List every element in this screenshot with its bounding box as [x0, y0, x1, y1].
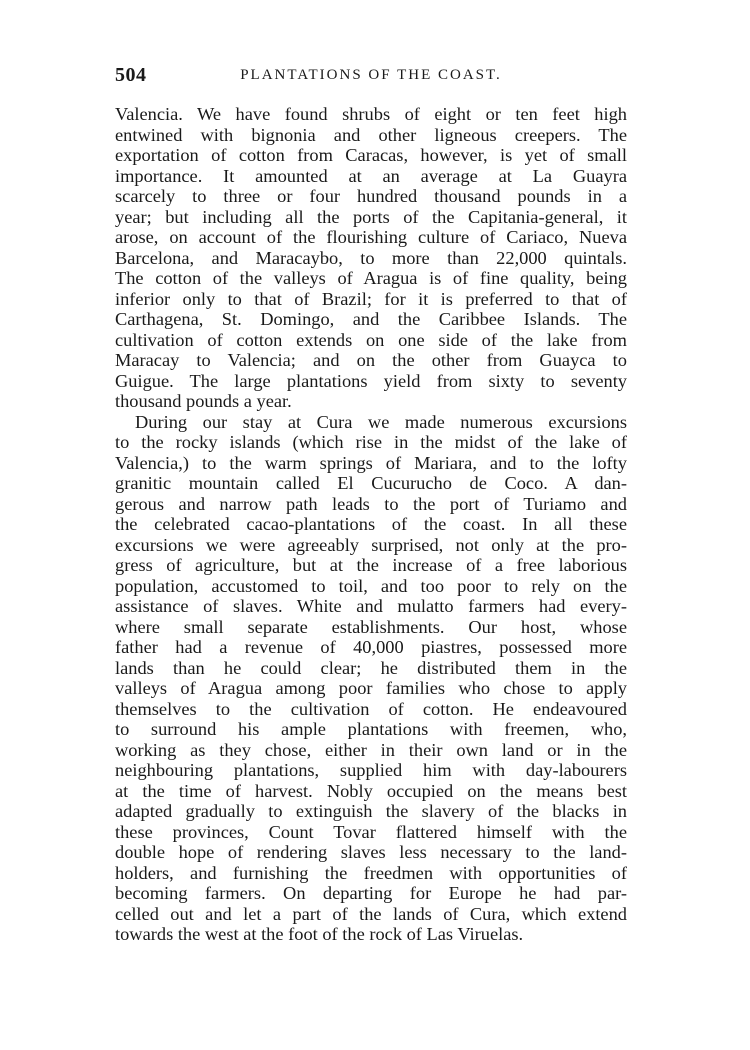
text-line: double hope of rendering slaves less necessary to the land-	[115, 842, 627, 862]
text-line: entwined with bignonia and other ligneous creepers. The	[115, 124, 627, 145]
text-line: Valencia,) to the warm springs of Mariara, and to the lofty	[115, 452, 627, 473]
text-line: the celebrated cacao-plantations of the coast. In all these	[115, 514, 627, 534]
text-line: neighbouring plantations, supplied him with day-labourers	[115, 760, 627, 780]
text-line: importance. It amounted at an average at La Guayra	[115, 165, 627, 186]
text-line: assistance of slaves. White and mulatto farmers had every-	[115, 596, 627, 616]
text-line: themselves to the cultivation of cotton. He endeavoured	[115, 698, 627, 719]
text-line: to surround his ample plantations with freemen, who,	[115, 719, 627, 739]
text-line: at the time of harvest. Nobly occupied on the means best	[115, 780, 627, 801]
text-line: cultivation of cotton extends on one side of the lake from	[115, 329, 627, 350]
text-line: gress of agriculture, but at the increase of a free laborious	[115, 555, 627, 575]
text-line: Guigue. The large plantations yield from sixty to seventy	[115, 370, 627, 391]
text-line: lands than he could clear; he distributed them in the	[115, 657, 627, 678]
text-line: father had a revenue of 40,000 piastres, possessed more	[115, 637, 627, 657]
text-line: becoming farmers. On departing for Europe he had par-	[115, 883, 627, 903]
text-line: granitic mountain called El Cucurucho de Coco. A dan-	[115, 473, 627, 493]
page-number: 504	[115, 64, 147, 86]
text-line: to the rocky islands (which rise in the midst of the lake of	[115, 432, 627, 452]
text-line: Valencia. We have found shrubs of eight or ten feet high	[115, 104, 627, 124]
paragraph-2	[115, 412, 627, 945]
text-line: these provinces, Count Tovar flattered himself with the	[115, 821, 627, 842]
text-line: thousand pounds a year.	[115, 391, 292, 411]
text-line: excursions we were agreeably surprised, not only at the pro-	[115, 534, 627, 555]
text-line: Carthagena, St. Domingo, and the Caribbee Islands. The	[115, 309, 627, 329]
text-line: adapted gradually to extinguish the slavery of the blacks in	[115, 801, 627, 821]
text-line: During our stay at Cura we made numerous excursions	[135, 411, 627, 432]
text-line: arose, on account of the flourishing culture of Cariaco, Nueva	[115, 227, 627, 247]
text-line: valleys of Aragua among poor families who chose to apply	[115, 678, 627, 698]
text-line: holders, and furnishing the freedmen with opportunities of	[115, 862, 627, 883]
text-line: exportation of cotton from Caracas, however, is yet of small	[115, 145, 627, 165]
text-line: working as they chose, either in their own land or in the	[115, 739, 627, 760]
text-line: Maracay to Valencia; and on the other from Guayca to	[115, 350, 627, 370]
text-line: inferior only to that of Brazil; for it is preferred to that of	[115, 288, 627, 309]
text-line: towards the west at the foot of the rock of Las Viruelas.	[115, 924, 524, 944]
text-line: year; but including all the ports of the Capitania-general, it	[115, 206, 627, 227]
running-head	[115, 64, 627, 88]
text-line: scarcely to three or four hundred thousand pounds in a	[115, 186, 627, 206]
running-title: PLANTATIONS OF THE COAST.	[240, 67, 502, 83]
text-line: gerous and narrow path leads to the port of Turiamo and	[115, 493, 627, 514]
body-text	[115, 104, 627, 945]
text-line: The cotton of the valleys of Aragua is of fine quality, being	[115, 268, 627, 288]
text-line: celled out and let a part of the lands of Cura, which extend	[115, 903, 627, 924]
paragraph-1	[115, 104, 627, 412]
text-line: where small separate establishments. Our host, whose	[115, 616, 627, 637]
text-line: population, accustomed to toil, and too poor to rely on the	[115, 575, 627, 596]
text-line: Barcelona, and Maracaybo, to more than 22,000 quintals.	[115, 247, 627, 268]
